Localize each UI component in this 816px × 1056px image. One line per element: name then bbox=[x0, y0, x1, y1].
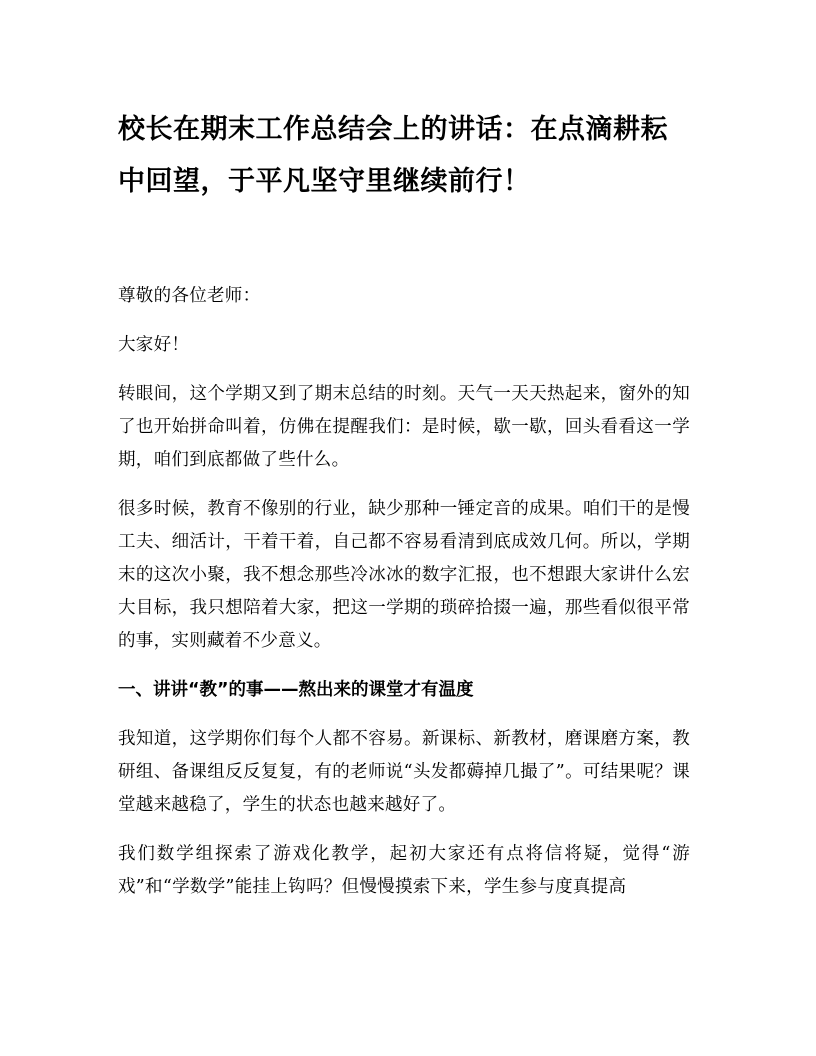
document-body bbox=[118, 280, 690, 904]
section-heading: 一、讲讲“教”的事——熬出来的课堂才有温度 bbox=[118, 680, 474, 700]
paragraph: 我知道，这学期你们每个人都不容易。新课标、新教材，磨课磨方案，教研组、备课组反反复复，有的老师说“头发都薅掉几撮了”。可结果呢？课堂越来越稳了，学生的状态也越来越好了。 bbox=[118, 729, 690, 815]
paragraph: 我们数学组探索了游戏化教学，起初大家还有点将信将疑，觉得“游戏”和“学数学”能挂上钩吗？但慢慢摸索下来，学生参与度真提高 bbox=[118, 844, 690, 897]
document-page bbox=[118, 104, 690, 920]
paragraph: 很多时候，教育不像别的行业，缺少那种一锤定音的成果。咱们干的是慢工夫、细活计，干着干着，自己都不容易看清到底成效几何。所以，学期末的这次小聚，我不想念那些冷冰冰的数字汇报，也不想跟大家讲什么宏大目标，我只想陪着大家，把这一学期的琐碎拾掇一遍，那些看似很平常的事，实则藏着不少意义。 bbox=[118, 499, 690, 651]
paragraph: 转眼间，这个学期又到了期末总结的时刻。天气一天天热起来，窗外的知了也开始拼命叫着，仿佛在提醒我们：是时候，歇一歇，回头看看这一学期，咱们到底都做了些什么。 bbox=[118, 384, 690, 470]
greeting: 尊敬的各位老师： bbox=[118, 286, 261, 306]
document-title: 校长在期末工作总结会上的讲话：在点滴耕耘中回望，于平凡坚守里继续前行！ bbox=[118, 114, 668, 197]
salutation: 大家好！ bbox=[118, 335, 190, 355]
